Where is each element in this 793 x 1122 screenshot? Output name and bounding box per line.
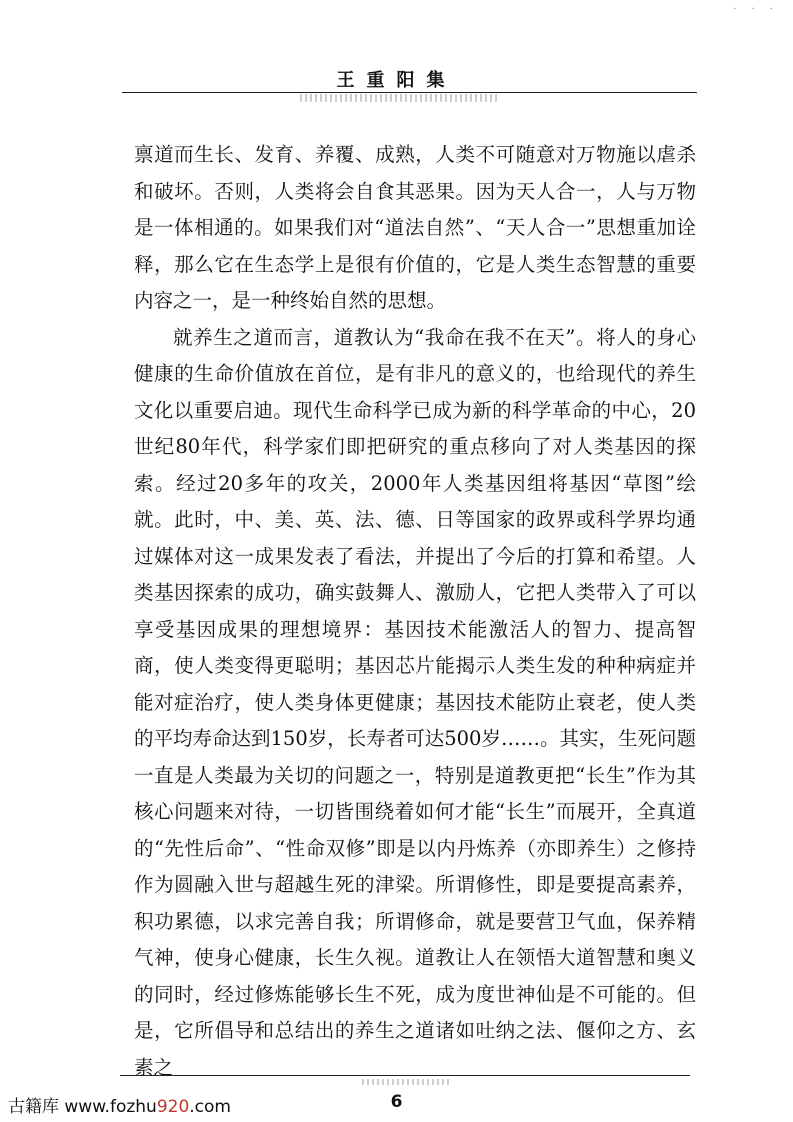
footer-scan-noise xyxy=(362,1079,452,1085)
header-rule xyxy=(122,92,697,93)
body-text xyxy=(134,137,696,1086)
footer-rule xyxy=(120,1075,690,1076)
scan-corner-marks: · · · xyxy=(733,4,779,15)
watermark-suffix: .com xyxy=(189,1097,231,1117)
watermark-prefix: 古籍库 www.fozhu xyxy=(8,1097,157,1117)
page-number: 6 xyxy=(390,1092,403,1112)
watermark-number: 920 xyxy=(156,1097,190,1117)
paragraph-1: 禀道而生长、发育、养覆、成熟，人类不可随意对万物施以虐杀和破坏。否则，人类将会自食其恶果。因为天人合一，人与万物是一体相通的。如果我们对“道法自然”、“天人合一”思想重加诠释，那么它在生态学上是很有价值的，它是人类生态智慧的重要内容之一，是一种终始自然的思想。 xyxy=(134,143,696,312)
header-scan-noise xyxy=(300,94,500,102)
running-head-title: 王重阳集 xyxy=(336,70,457,91)
paragraph-2: 就养生之道而言，道教认为“我命在我不在天”。将人的身心健康的生命价值放在首位，是有非凡的意义的，也给现代的养生文化以重要启迪。现代生命科学已成为新的科学革命的中心，20世纪80年代，科学家们即把研究的重点移向了对人类基因的探索。经过20多年的攻关，2000年人类基因组将基因“草图”绘就。此时，中、美、英、法、德、日等国家的政界或科学界均通过媒体对这一成果发表了看法，并提出了今后的打算和希望。人类基因探索的成功，确实鼓舞人、激励人，它把人类带入了可以享受基因成果的理想境界：基因技术能激活人的智力、提高智商，使人类变得更聪明；基因芯片能揭示人类生发的种种病症并能对症治疗，使人类身体更健康；基因技术能防止衰老，使人类的平均寿命达到150岁，长寿者可达500岁……。其实，生死问题一直是人类最为关切的问题之一，特别是道教更把“长生”作为其核心问题来对待，一切皆围绕着如何才能“长生”而展开，全真道的“先性后命”、“性命双修”即是以内丹炼养（亦即养生）之修持作为圆融入世与超越生死的津梁。所谓修性，即是要提高素养，积功累德，以求完善自我；所谓修命，就是要营卫气血，保养精气神，使身心健康，长生久视。道教让人在领悟大道智慧和奥义的同时，经过修炼能够长生不死，成为度世神仙是不可能的。但是，它所倡导和总结出的养生之道诸如吐纳之法、偃仰之方、玄素之 xyxy=(134,325,696,1079)
